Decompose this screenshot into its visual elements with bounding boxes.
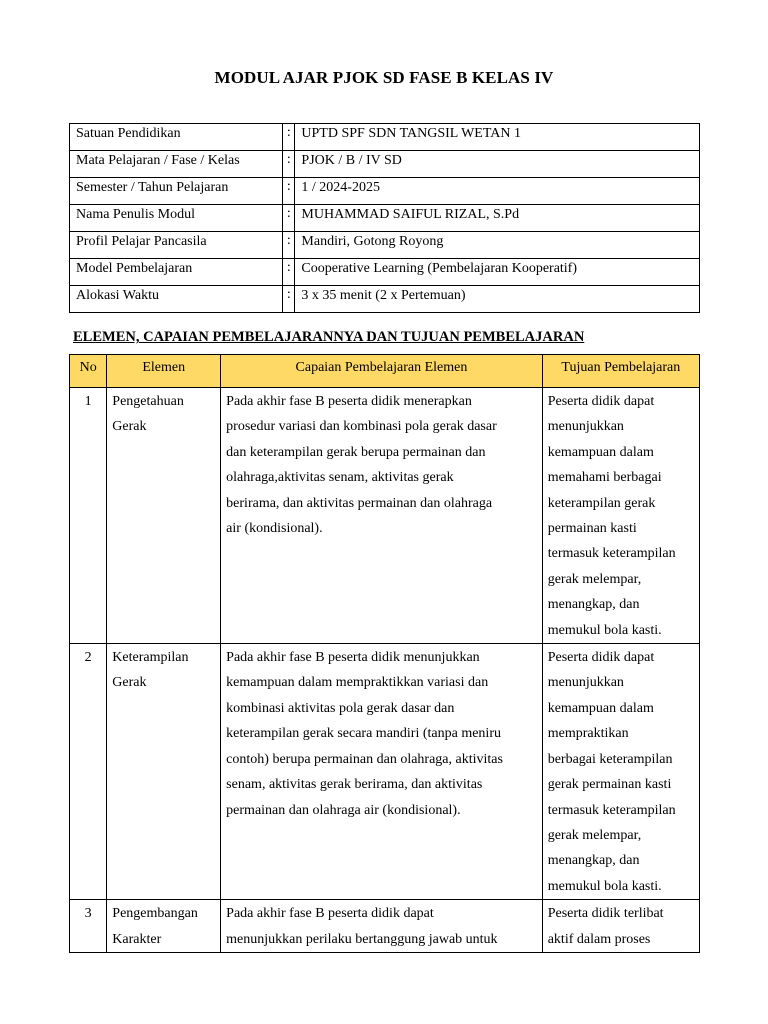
section-title: ELEMEN, CAPAIAN PEMBELAJARANNYA DAN TUJUAN PEMBELAJARAN [73,329,585,345]
identity-colon: : [283,151,295,178]
elemen-line: Pengembangan [112,906,198,922]
tujuan-line: Peserta didik dapat [547,650,655,666]
identity-colon: : [283,286,295,313]
capaian-cell [221,644,543,900]
tujuan-line: termasuk keterampilan [547,802,676,818]
row-number-text: 1 [84,394,92,409]
capaian-line: permainan dan olahraga air (kondisional). [226,802,461,818]
tujuan-cell [542,388,699,644]
identity-label: Nama Penulis Modul [70,205,283,232]
header-no: No [70,355,107,388]
identity-label: Satuan Pendidikan [70,124,283,151]
header-tujuan: Tujuan Pembelajaran [542,355,699,388]
identity-colon: : [283,178,295,205]
identity-value: MUHAMMAD SAIFUL RIZAL, S.Pd [295,205,700,232]
identity-label: Semester / Tahun Pelajaran [70,178,283,205]
capaian-line: dan keterampilan gerak berupa permainan dan [226,444,486,460]
capaian-line: kombinasi aktivitas pola gerak dasar dan [226,700,455,716]
identity-row [70,286,700,313]
tujuan-line: menunjukkan [547,675,624,691]
capaian-line: senam, aktivitas gerak berirama, dan aktivitas [226,777,483,793]
tujuan-line: Peserta didik dapat [547,394,655,409]
tujuan-line: memukul bola kasti. [547,878,662,894]
tujuan-line: gerak melempar, [547,827,642,843]
elemen-cell [107,644,221,900]
tujuan-line: memahami berbagai [547,470,662,486]
table-header-row [70,355,700,388]
tujuan-line: menunjukkan [547,419,624,435]
table-row [70,900,700,953]
identity-value: Cooperative Learning (Pembelajaran Kooperatif) [295,259,700,286]
elements-table [69,354,700,953]
tujuan-line: memukul bola kasti. [547,622,662,638]
tujuan-line: kemampuan dalam [547,700,654,716]
identity-value: PJOK / B / IV SD [295,151,700,178]
identity-colon: : [283,124,295,151]
identity-row [70,205,700,232]
header-elemen: Elemen [107,355,221,388]
tujuan-line: permainan kasti [547,521,637,537]
identity-colon: : [283,205,295,232]
identity-label: Model Pembelajaran [70,259,283,286]
capaian-line: prosedur variasi dan kombinasi pola gerak dasar [226,419,497,435]
capaian-line: Pada akhir fase B peserta didik dapat [226,906,434,922]
elemen-line: Gerak [112,675,147,691]
header-capaian: Capaian Pembelajaran Elemen [221,355,543,388]
elemen-line: Gerak [112,419,147,435]
identity-row [70,178,700,205]
row-number [70,900,107,953]
identity-table [69,123,700,313]
elemen-cell [107,900,221,953]
identity-value: 3 x 35 menit (2 x Pertemuan) [295,286,700,313]
capaian-line: air (kondisional). [226,521,323,537]
elemen-cell [107,388,221,644]
identity-value: Mandiri, Gotong Royong [295,232,700,259]
tujuan-line: gerak permainan kasti [547,777,672,793]
identity-value: 1 / 2024-2025 [295,178,700,205]
tujuan-line: gerak melempar, [547,571,642,587]
capaian-line: kemampuan dalam mempraktikkan variasi dan [226,675,489,691]
table-row [70,644,700,900]
tujuan-line: menangkap, dan [547,597,640,613]
elemen-line: Keterampilan [112,650,189,666]
tujuan-line: kemampuan dalam [547,444,654,460]
page-title: MODUL AJAR PJOK SD FASE B KELAS IV [214,68,554,87]
capaian-line: keterampilan gerak secara mandiri (tanpa meniru [226,726,501,742]
table-row [70,388,700,644]
tujuan-line: aktif dalam proses [547,931,651,947]
identity-row [70,232,700,259]
capaian-line: Pada akhir fase B peserta didik menunjukkan [226,650,480,666]
identity-colon: : [283,232,295,259]
tujuan-line: menangkap, dan [547,853,640,869]
identity-row [70,259,700,286]
capaian-line: Pada akhir fase B peserta didik menerapkan [226,394,472,409]
tujuan-line: Peserta didik terlibat [547,906,664,922]
row-number-text: 3 [84,906,92,922]
capaian-cell [221,900,543,953]
identity-label: Alokasi Waktu [70,286,283,313]
identity-label: Mata Pelajaran / Fase / Kelas [70,151,283,178]
identity-row [70,151,700,178]
capaian-line: menunjukkan perilaku bertanggung jawab untuk [226,931,498,947]
identity-value: UPTD SPF SDN TANGSIL WETAN 1 [295,124,700,151]
row-number [70,644,107,900]
row-number-text: 2 [84,650,92,666]
identity-row [70,124,700,151]
row-number [70,388,107,644]
tujuan-line: keterampilan gerak [547,495,656,511]
capaian-cell [221,388,543,644]
capaian-line: contoh) berupa permainan dan olahraga, aktivitas [226,751,503,767]
tujuan-line: berbagai keterampilan [547,751,673,767]
identity-colon: : [283,259,295,286]
elemen-line: Pengetahuan [112,394,184,409]
capaian-line: berirama, dan aktivitas permainan dan olahraga [226,495,493,511]
tujuan-cell [542,644,699,900]
tujuan-line: mempraktikan [547,726,629,742]
identity-label: Profil Pelajar Pancasila [70,232,283,259]
elemen-line: Karakter [112,931,162,947]
capaian-line: olahraga,aktivitas senam, aktivitas gerak [226,470,454,486]
tujuan-cell [542,900,699,953]
tujuan-line: termasuk keterampilan [547,546,676,562]
